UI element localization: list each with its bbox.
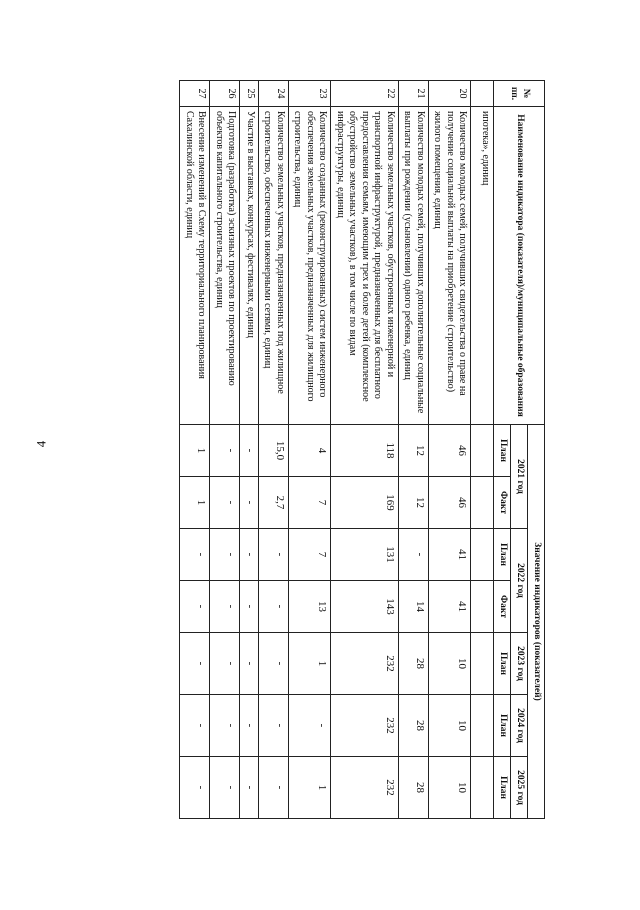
indicator-value: 7 — [288, 529, 331, 581]
indicator-value: - — [210, 581, 240, 633]
table-row — [331, 81, 399, 881]
table-row — [428, 81, 471, 881]
header-year-2023: 2023 год — [511, 633, 528, 695]
indicator-value: - — [210, 695, 240, 757]
header-plan: План — [494, 425, 511, 477]
header-year-2024: 2024 год — [511, 695, 528, 757]
row-number: 24 — [258, 81, 288, 107]
indicator-value: - — [210, 477, 240, 529]
indicator-value: 12 — [398, 425, 428, 477]
indicator-value: 1 — [180, 477, 210, 529]
indicator-name: Подготовка (разработка) эскизных проектов по проектированию объектов капитального строительства, единиц — [210, 107, 240, 425]
table-row — [210, 81, 240, 881]
indicator-value: 1 — [288, 633, 331, 695]
header-plan: План — [494, 529, 511, 581]
header-name: Наименование индикатора (показателя)/муниципальные образования — [494, 107, 545, 425]
header-plan: План — [494, 757, 511, 819]
indicator-value: - — [398, 529, 428, 581]
table-cell — [471, 633, 494, 695]
indicator-value: 12 — [398, 477, 428, 529]
indicator-value: - — [240, 477, 259, 529]
indicator-value: 15,0 — [258, 425, 288, 477]
indicator-value: 10 — [428, 757, 471, 819]
indicator-value: 232 — [331, 695, 399, 757]
table-row — [258, 81, 288, 881]
indicator-value: 41 — [428, 529, 471, 581]
indicator-value: 41 — [428, 581, 471, 633]
indicator-value: - — [288, 695, 331, 757]
indicator-name: Внесение изменений в Схему территориального планирования Сахалинской области, единиц — [180, 107, 210, 425]
row-number: 21 — [398, 81, 428, 107]
table-cell — [471, 425, 494, 477]
row-number: 22 — [331, 81, 399, 107]
header-fact: Факт — [494, 477, 511, 529]
header-num: № пп. — [494, 81, 545, 107]
indicator-value: 13 — [288, 581, 331, 633]
indicator-name: Количество молодых семей, получивших дополнительные социальные выплаты при рождении (усыновлении) одного ребенка, единиц — [398, 107, 428, 425]
indicator-value: 169 — [331, 477, 399, 529]
table-cell — [471, 581, 494, 633]
row-number: 23 — [288, 81, 331, 107]
row-number: 27 — [180, 81, 210, 107]
row-number: 25 — [240, 81, 259, 107]
header-group: Значение индикаторов (показателей) — [528, 425, 545, 819]
row-number: 20 — [428, 81, 471, 107]
table-cell — [471, 477, 494, 529]
indicator-value: 28 — [398, 757, 428, 819]
indicator-name: Количество молодых семей, получивших свидетельства о праве на получение социальной выплаты на приобретение (строительство) жилого помещения, единиц — [428, 107, 471, 425]
indicator-value: - — [258, 529, 288, 581]
page-number: 4 — [33, 440, 49, 448]
indicator-value: - — [240, 757, 259, 819]
indicator-value: 14 — [398, 581, 428, 633]
indicator-value: - — [258, 695, 288, 757]
indicator-value: - — [180, 581, 210, 633]
table-cell — [471, 695, 494, 757]
indicator-value: 46 — [428, 477, 471, 529]
indicator-value: 28 — [398, 695, 428, 757]
table-cell — [471, 529, 494, 581]
indicator-value: - — [240, 633, 259, 695]
indicator-value: 28 — [398, 633, 428, 695]
header-plan: План — [494, 633, 511, 695]
indicator-value: - — [180, 633, 210, 695]
indicator-value: - — [210, 529, 240, 581]
indicator-name: Количество земельных участков, предназначенных под жилищное строительство, обеспеченных инженерными сетями, единиц — [258, 107, 288, 425]
indicator-value: 131 — [331, 529, 399, 581]
continuation-row — [471, 81, 494, 881]
indicator-value: - — [180, 757, 210, 819]
indicator-value: 10 — [428, 633, 471, 695]
header-plan: План — [494, 695, 511, 757]
indicator-value: - — [240, 529, 259, 581]
table-row — [398, 81, 428, 881]
indicator-value: 232 — [331, 633, 399, 695]
row-number: 26 — [210, 81, 240, 107]
indicator-value: - — [210, 425, 240, 477]
indicator-value: - — [180, 695, 210, 757]
indicator-value: 1 — [180, 425, 210, 477]
table-row — [288, 81, 331, 881]
indicator-value: 7 — [288, 477, 331, 529]
indicator-value: 143 — [331, 581, 399, 633]
indicator-value: 10 — [428, 695, 471, 757]
indicator-value: - — [258, 581, 288, 633]
indicator-value: - — [180, 529, 210, 581]
table-cell — [471, 81, 494, 107]
indicator-value: - — [210, 757, 240, 819]
indicator-value: 1 — [288, 757, 331, 819]
indicator-value: - — [210, 633, 240, 695]
indicator-name: Количество созданных (реконструированных) систем инженерного обеспечения земельных участков, предназначенных для жилищного строительства, единиц — [288, 107, 331, 425]
indicator-name: Количество земельных участков, обустроенных инженерной и транспортной инфраструктурой, предназначенных для бесплатного предоставления семьям, имеющим трех и более детей (комплексное обустройство земельных участков), в том числе по видам инфраструктуры, единиц — [331, 107, 399, 425]
header-year-2021: 2021 год — [511, 425, 528, 529]
table-row — [180, 81, 210, 881]
header-year-2025: 2025 год — [511, 757, 528, 819]
indicator-value: 118 — [331, 425, 399, 477]
indicator-value: - — [258, 633, 288, 695]
indicator-value: - — [258, 757, 288, 819]
table-row — [240, 81, 259, 881]
indicator-value: - — [240, 425, 259, 477]
indicator-value: 4 — [288, 425, 331, 477]
continuation-text: ипотека», единиц — [471, 107, 494, 425]
header-fact: Факт — [494, 581, 511, 633]
indicator-name: Участие в выставках, конкурсах, фестивалях, единиц — [240, 107, 259, 425]
indicator-value: 232 — [331, 757, 399, 819]
indicator-value: 2,7 — [258, 477, 288, 529]
indicators-table — [179, 80, 545, 881]
indicator-value: - — [240, 695, 259, 757]
header-year-2022: 2022 год — [511, 529, 528, 633]
indicator-value: - — [240, 581, 259, 633]
table-cell — [471, 757, 494, 819]
indicator-value: 46 — [428, 425, 471, 477]
